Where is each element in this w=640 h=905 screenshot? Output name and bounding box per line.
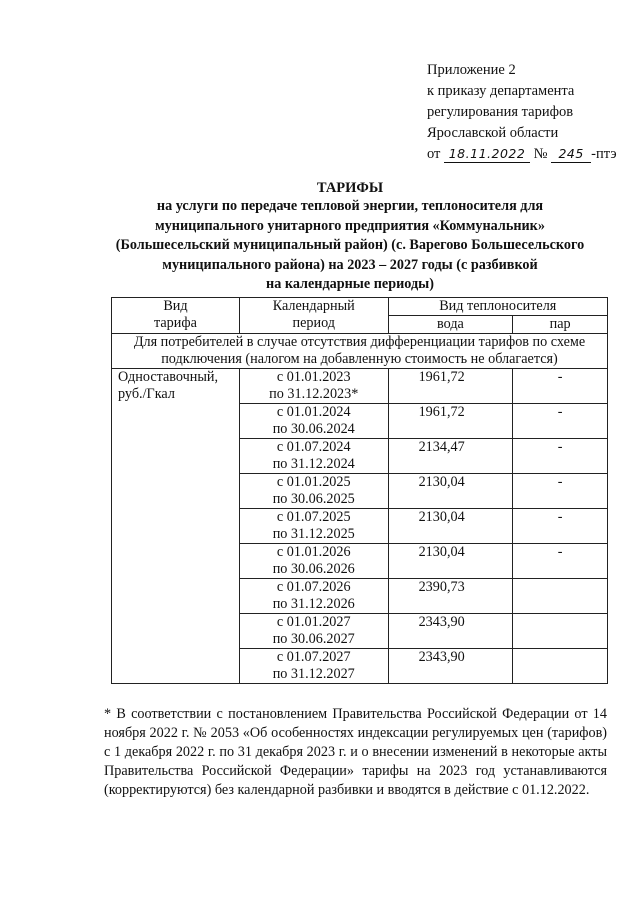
steam-value: - — [513, 474, 608, 509]
handwritten-number: 245 — [551, 146, 591, 163]
tariff-table — [111, 297, 608, 684]
header-carrier: Вид теплоносителя — [388, 298, 607, 316]
title-line: муниципального района) на 2023 – 2027 годы (с разбивкой — [162, 256, 538, 273]
number-sign: № — [533, 146, 548, 162]
header-period: Календарный период — [239, 298, 388, 334]
title-line: на календарные периоды) — [266, 276, 434, 292]
section-note: Для потребителей в случае отсутствия дифференциации тарифов по схеме подключения (налогом на добавленную стоимость не облагается) — [112, 334, 608, 369]
period-cell: с 01.07.2024 по 31.12.2024 — [239, 439, 388, 474]
period-cell: с 01.01.2025 по 30.06.2025 — [239, 474, 388, 509]
period-cell: с 01.01.2023 по 31.12.2023* — [239, 369, 388, 404]
water-value: 1961,72 — [388, 404, 513, 439]
from-prefix: от — [427, 146, 441, 162]
steam-value — [513, 579, 608, 614]
steam-value — [513, 649, 608, 684]
water-value: 2130,04 — [388, 544, 513, 579]
title-line: муниципального унитарного предприятия «Коммунальник» — [155, 217, 545, 234]
appendix-line: Ярославской области — [427, 125, 559, 141]
steam-value: - — [513, 544, 608, 579]
appendix-line: к приказу департамента — [427, 83, 575, 99]
table-row — [112, 369, 608, 404]
steam-value: - — [513, 404, 608, 439]
period-cell: с 01.07.2027 по 31.12.2027 — [239, 649, 388, 684]
period-cell: с 01.01.2026 по 30.06.2026 — [239, 544, 388, 579]
steam-value — [513, 614, 608, 649]
water-value: 1961,72 — [388, 369, 513, 404]
water-value: 2130,04 — [388, 474, 513, 509]
title-line: (Большесельский муниципальный район) (с. Варегово Большесельского — [115, 237, 585, 253]
order-reference — [427, 144, 617, 165]
steam-value: - — [513, 509, 608, 544]
steam-value: - — [513, 439, 608, 474]
steam-value: - — [513, 369, 608, 404]
water-value: 2343,90 — [388, 649, 513, 684]
order-suffix: -птэ — [591, 146, 617, 162]
appendix-line: регулирования тарифов — [427, 104, 574, 120]
water-value: 2134,47 — [388, 439, 513, 474]
water-value: 2130,04 — [388, 509, 513, 544]
header-steam: пар — [513, 316, 608, 334]
section-note-row — [112, 334, 608, 369]
title-line: на услуги по передаче тепловой энергии, теплоносителя для — [156, 198, 544, 214]
period-cell: с 01.07.2025 по 31.12.2025 — [239, 509, 388, 544]
document-title — [100, 180, 600, 295]
table-header-row — [112, 298, 608, 316]
handwritten-date: 18.11.2022 — [444, 146, 530, 163]
header-water: вода — [388, 316, 513, 334]
period-cell: с 01.01.2027 по 30.06.2027 — [239, 614, 388, 649]
period-cell: с 01.07.2026 по 31.12.2026 — [239, 579, 388, 614]
footnote: * В соответствии с постановлением Правительства Российской Федерации от 14 ноября 2022 г. № 2053 «Об особенностях индексации регулируемых цен (тарифов) с 1 декабря 2022 г. по 31 декабря 2023 г. и о внесении изменений в некоторые акты Правительства Российской Федерации» тарифы на 2023 год устанавливаются (корректируются) без календарной разбивки и вводятся в действие с 01.12.2022. — [104, 706, 607, 798]
water-value: 2343,90 — [388, 614, 513, 649]
water-value: 2390,73 — [388, 579, 513, 614]
header-tariff-type: Вид тарифа — [112, 298, 240, 334]
appendix-block — [427, 60, 617, 165]
tariff-label: Одноставочный, руб./Гкал — [112, 369, 240, 684]
appendix-line: Приложение 2 — [427, 62, 516, 78]
title-heading: ТАРИФЫ — [316, 180, 384, 196]
period-cell: с 01.01.2024 по 30.06.2024 — [239, 404, 388, 439]
